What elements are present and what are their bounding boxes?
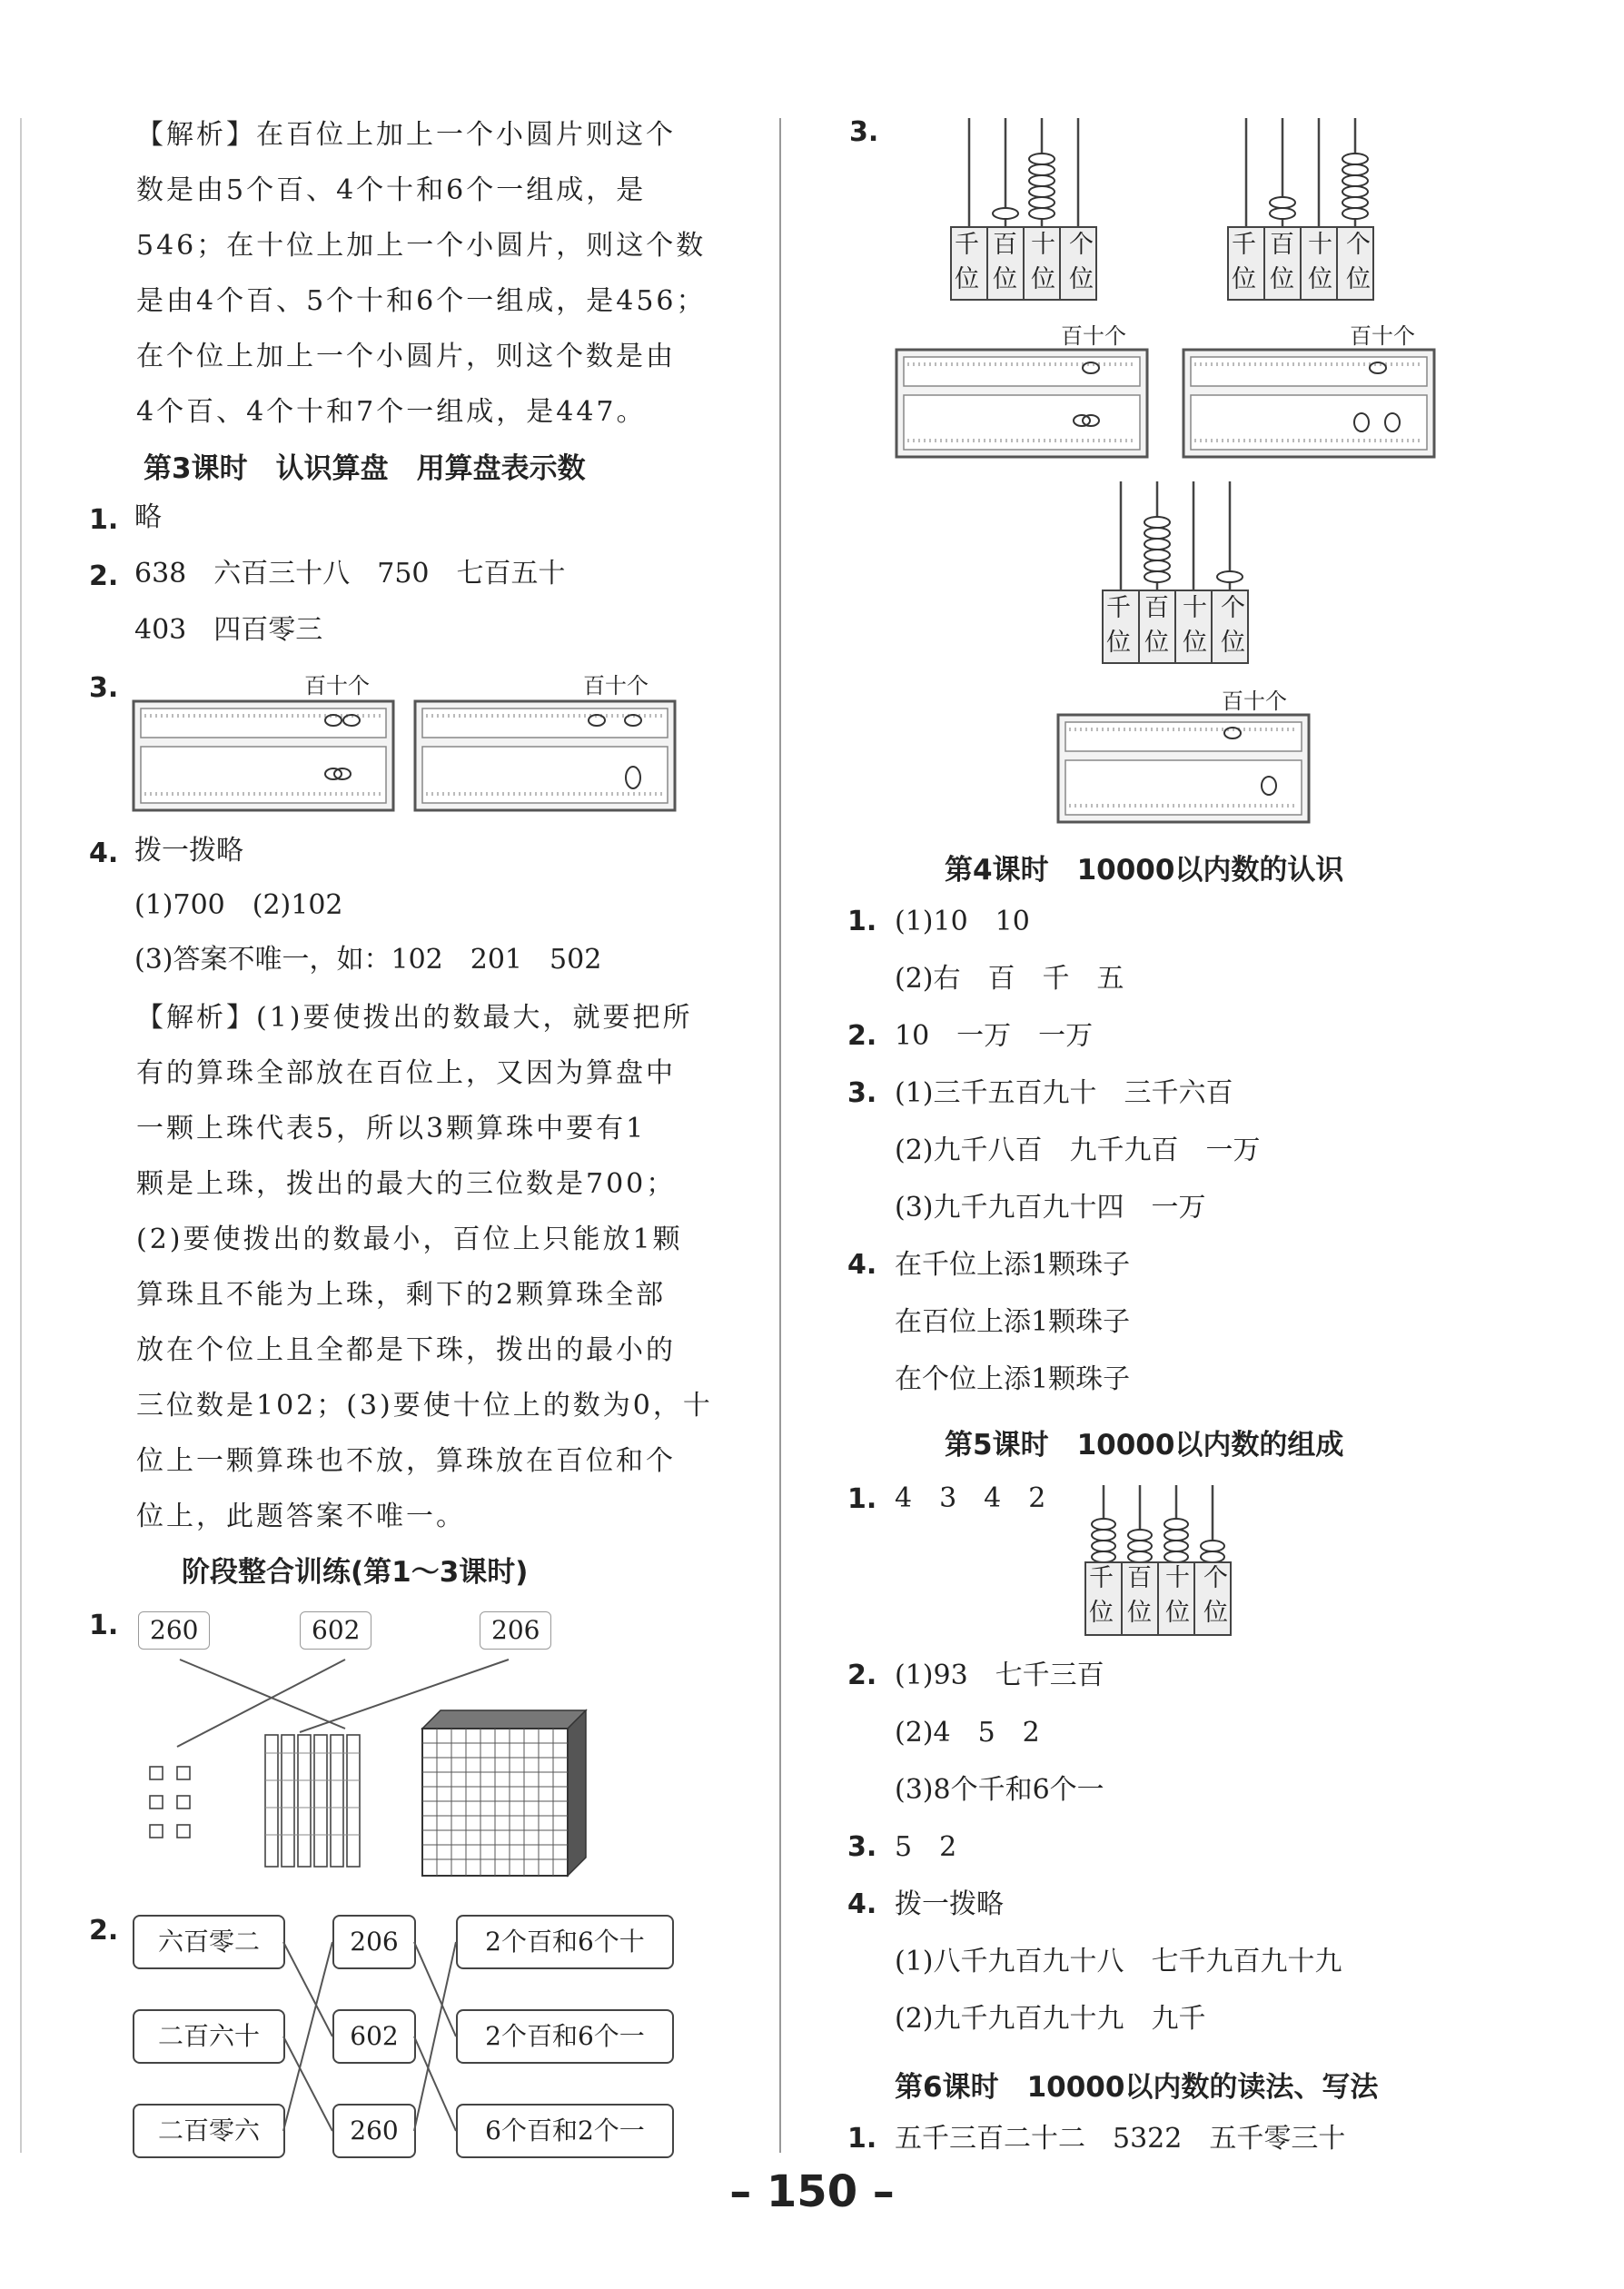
q-number: 1. — [847, 2123, 877, 2155]
l3-q4-answer-c: (3)答案不唯一，如：102 201 502 — [134, 944, 602, 976]
abacus-label: 百十个 — [583, 673, 649, 699]
word-box: 六百零二 — [133, 1915, 285, 1969]
analysis-line: 在个位上加上一个小圆片，则这个数是由 — [136, 341, 676, 372]
abacus-pair-right — [895, 348, 1440, 461]
analysis-line: 546；在十位上加上一个小圆片，则这个数 — [136, 230, 707, 262]
l5-q1-answer: 4 3 4 2 — [895, 1482, 1046, 1514]
l3-q1-answer: 略 — [134, 501, 162, 533]
q-number: 1. — [89, 1610, 119, 1641]
l3-q2-answer-b: 403 四百零三 — [134, 614, 323, 646]
analysis-line: 【解析】(1)要使拨出的数最大，就要把所 — [136, 1002, 693, 1034]
analysis-line: 三位数是102；(3)要使十位上的数为0，十 — [136, 1390, 713, 1422]
analysis-line: 颗是上珠，拨出的最大的三位数是700； — [136, 1168, 677, 1200]
analysis-line: 算珠且不能为上珠，剩下的2颗算珠全部 — [136, 1279, 667, 1311]
number-box: 602 — [332, 2009, 416, 2064]
stage-title: 阶段整合训练(第1～3课时) — [182, 1556, 529, 1589]
analysis-line: 位上一颗算珠也不放，算珠放在百位和个 — [136, 1445, 676, 1477]
abacus-label: 百十个 — [1350, 323, 1415, 349]
word-box: 二百六十 — [133, 2009, 285, 2064]
analysis-line: 位上，此题答案不唯一。 — [136, 1501, 466, 1532]
lesson4-title: 第4课时 10000以内数的认识 — [945, 854, 1344, 887]
lesson6-title: 第6课时 10000以内数的读法、写法 — [895, 2071, 1379, 2104]
analysis-line: 一颗上珠代表5，所以3颗算珠中要有1 — [136, 1113, 647, 1144]
page-number: – 150 – — [729, 2166, 895, 2217]
number-card: 602 — [300, 1611, 371, 1650]
analysis-line: 【解析】在百位上加上一个小圆片则这个 — [136, 119, 676, 151]
composition-box: 2个百和6个十 — [456, 1915, 674, 1969]
analysis-line: 数是由5个百、4个十和6个一组成，是 — [136, 174, 647, 206]
q-number: 4. — [89, 837, 119, 869]
number-card: 260 — [138, 1611, 210, 1650]
q-number: 1. — [89, 504, 119, 536]
analysis-line: (2)要使拨出的数最小，百位上只能放1颗 — [136, 1224, 683, 1255]
q-number: 3. — [89, 672, 119, 704]
l3-q4-answer-a: 拨一拨略 — [134, 835, 243, 867]
number-box: 206 — [332, 1915, 416, 1969]
analysis-line: 有的算珠全部放在百位上，又因为算盘中 — [136, 1057, 676, 1089]
word-box: 二百零六 — [133, 2104, 285, 2158]
q-number: 1. — [847, 1483, 877, 1515]
l3-q4-answer-b: (1)700 (2)102 — [134, 889, 343, 921]
abacus-label: 百十个 — [1061, 323, 1126, 349]
q-number: 2. — [89, 1915, 119, 1947]
number-box: 260 — [332, 2104, 416, 2158]
abacus-label: 百十个 — [1222, 689, 1287, 714]
abacus-right-3 — [1056, 713, 1312, 827]
composition-box: 2个百和6个一 — [456, 2009, 674, 2064]
analysis-line: 放在个位上且全都是下珠，拨出的最小的 — [136, 1334, 676, 1366]
lesson5-title: 第5课时 10000以内数的组成 — [945, 1429, 1344, 1462]
counter-label: 千 — [955, 231, 993, 259]
l6-q1-answer: 五千三百二十二 5322 五千零三十 — [895, 2123, 1346, 2155]
l3-q2-answer-a: 638 六百三十八 750 七百五十 — [134, 558, 566, 590]
q-number: 3. — [849, 116, 879, 148]
lesson3-title: 第3课时 认识算盘 用算盘表示数 — [144, 452, 586, 485]
analysis-line: 4个百、4个十和7个一组成，是447。 — [136, 396, 647, 428]
q-number: 2. — [89, 560, 119, 592]
composition-box: 6个百和2个一 — [456, 2104, 674, 2158]
abacus-label: 百十个 — [304, 673, 370, 699]
number-card: 206 — [480, 1611, 551, 1650]
analysis-line: 是由4个百、5个十和6个一组成，是456； — [136, 285, 707, 317]
